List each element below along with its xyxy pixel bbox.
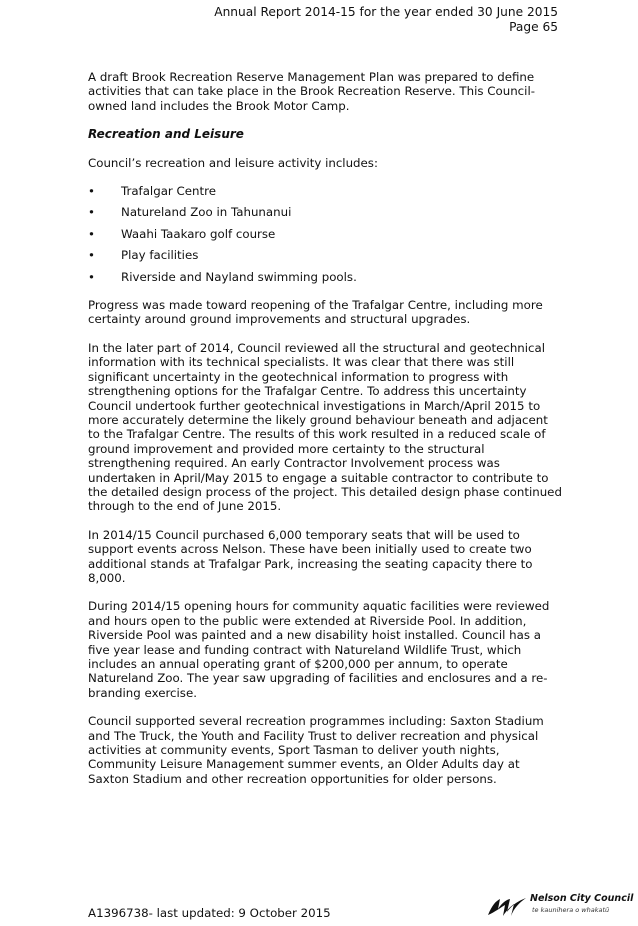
bullet-icon: • xyxy=(88,184,95,199)
paragraph-aquatic-facilities: During 2014/15 opening hours for community aquatic facilities were reviewed and hours open to the public were extended at Riverside Pool. In addition, Riverside Pool was painted and a new disability hoist installed. Council has a five year lease and funding contract with Natureland Wildlife Trust, which includes an annual operating grant of $200,000 per annum, to operate Natureland Zoo. The year saw upgrading of facilities and enclosures and a re-branding exercise. xyxy=(88,599,550,700)
paragraph-trafalgar-progress: Progress was made toward reopening of the Trafalgar Centre, including more certainty around ground improvements and structural upgrades. xyxy=(88,298,543,327)
bullet-icon: • xyxy=(88,226,95,241)
page-number: Page 65 xyxy=(509,20,558,34)
intro-paragraph: A draft Brook Recreation Reserve Management Plan was prepared to define activities that can take place in the Brook Recreation Reserve. This Council-owned land includes the Brook Motor Camp. xyxy=(88,70,535,113)
paragraph-temporary-seats: In 2014/15 Council purchased 6,000 temporary seats that will be used to support events across Nelson. These have been initially used to create two additional stands at Trafalgar Park, increasing the seating capacity there to 8,000. xyxy=(88,527,533,585)
report-title: Annual Report 2014-15 for the year ended 30 June 2015 xyxy=(214,5,558,19)
page-header xyxy=(214,5,558,35)
council-tagline: te kaunihera o whakatū xyxy=(532,906,610,914)
list-item: • Waahi Taakaro golf course xyxy=(88,226,276,241)
list-item: • Trafalgar Centre xyxy=(88,184,216,199)
list-intro: Council’s recreation and leisure activity includes: xyxy=(88,155,378,170)
list-item: • Play facilities xyxy=(88,248,199,263)
section-heading: Recreation and Leisure xyxy=(88,127,244,142)
council-logo xyxy=(486,893,634,921)
paragraph-geotechnical: In the later part of 2014, Council reviewed all the structural and geotechnical information with its technical specialists. It was clear that there was still significant uncertainty in the geotechnical information to progress with strengthening options for the Trafalgar Centre. To address this uncertainty Council undertook further geotechnical investigations in March/April 2015 to more accurately determine the likely ground behaviour beneath and adjacent to the Trafalgar Centre. The results of this work resulted in a reduced scale of ground improvement and provided more certainty to the structural strengthening required. An early Contractor Involvement process was undertaken in April/May 2015 to engage a suitable contractor to contribute to the detailed design process of the project. This detailed design phase continued through to the end of June 2015. xyxy=(88,340,562,514)
paragraph-recreation-programmes: Council supported several recreation programmes including: Saxton Stadium and The Truck, the Youth and Facility Trust to deliver recreation and physical activities at community events, Sport Tasman to deliver youth nights, Community Leisure Management summer events, an Older Adults day at Saxton Stadium and other recreation opportunities for older persons. xyxy=(88,714,544,786)
bullet-icon: • xyxy=(88,269,95,284)
bullet-icon: • xyxy=(88,248,95,263)
list-item: • Natureland Zoo in Tahunanui xyxy=(88,205,292,220)
footer-doc-ref: A1396738- last updated: 9 October 2015 xyxy=(88,906,331,920)
page-content xyxy=(88,70,563,800)
council-logo-icon xyxy=(486,895,528,919)
bullet-icon: • xyxy=(88,205,95,220)
activity-list xyxy=(88,184,563,284)
council-name: Nelson City Council xyxy=(530,893,634,904)
list-item: • Riverside and Nayland swimming pools. xyxy=(88,269,357,284)
